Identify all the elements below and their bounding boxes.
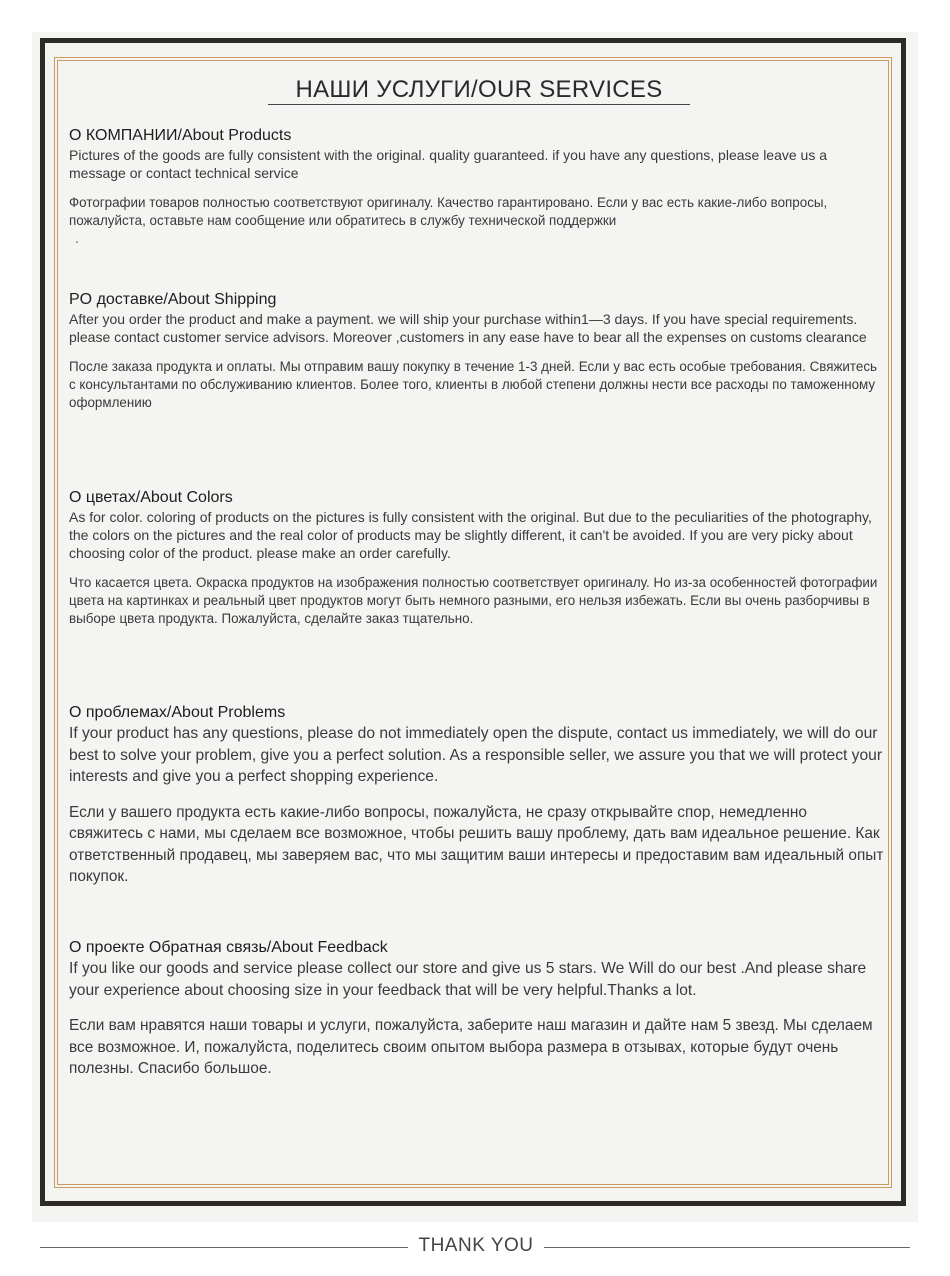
section-text-ru: Если вам нравятся наши товары и услуги, пожалуйста, заберите наш магазин и дайте нам 5 звезд. Мы сделаем все возможное. И, пожалуйста, поделитесь своим опытом выбора размера в отзывах, которые будут очень полезны. Спасибо большое. bbox=[69, 1017, 873, 1077]
section-text-ru: Фотографии товаров полностью соответствуют оригиналу. Качество гарантировано. Если у вас есть какие-либо вопросы, пожалуйста, оставьте нам сообщение или обратитесь в службу технической поддержки bbox=[69, 195, 828, 228]
section-text-en: If you like our goods and service please collect our store and give us 5 stars. We Will do our best .And please share your experience about choosing size in your feedback that will be very helpful.Thanks a lot. bbox=[69, 960, 867, 999]
section-about-shipping bbox=[69, 290, 885, 412]
section-heading: О проблемах/About Problems bbox=[69, 704, 286, 721]
thank-you-text: THANK YOU bbox=[418, 1235, 534, 1256]
footer-divider-right bbox=[544, 1247, 910, 1248]
section-heading: О цветах/About Colors bbox=[69, 489, 233, 506]
section-text-ru: После заказа продукта и оплаты. Мы отправим вашу покупку в течение 1-3 дней. Если у вас есть особые требования. Свяжитесь с консультантами по обслуживанию клиентов. Более того, клиенты в любой степени должны нести все расходы по таможенному оформлению bbox=[69, 359, 878, 410]
title-underline bbox=[268, 104, 690, 105]
section-text-en: After you order the product and make a payment. we will ship your purchase within1—3 days. If you have special requirements. please contact customer service advisors. Moreover ,customers in any ease have to bear all the expenses on customs clearance bbox=[69, 311, 867, 345]
section-about-products bbox=[69, 126, 885, 246]
section-heading: О проекте Обратная связь/About Feedback bbox=[69, 939, 388, 956]
section-about-feedback bbox=[69, 938, 885, 1080]
section-heading: PO доставке/About Shipping bbox=[69, 291, 277, 308]
footer-divider-left bbox=[40, 1247, 408, 1248]
page-title: НАШИ УСЛУГИ/OUR SERVICES bbox=[295, 76, 663, 103]
section-heading: О КОМПАНИИ/About Products bbox=[69, 127, 292, 144]
section-text-en: If your product has any questions, please do not immediately open the dispute, contact us immediately, we will do our best to solve your problem, give you a perfect solution. As a responsible seller, we assure you that we will protect your interests and give you a perfect shopping experience. bbox=[69, 725, 883, 785]
section-about-problems bbox=[69, 703, 885, 888]
stray-dot: . bbox=[75, 230, 79, 246]
section-about-colors bbox=[69, 488, 885, 628]
section-text-ru: Если у вашего продукта есть какие-либо вопросы, пожалуйста, не сразу открывайте спор, немедленно свяжитесь с нами, мы сделаем все возможное, чтобы решить вашу проблему, дать вам идеальное решение. Как ответственный продавец, мы заверяем вас, что мы защитим ваши интересы и предоставим вам идеальный опыт покупок. bbox=[69, 803, 884, 885]
section-text-ru: Что касается цвета. Окраска продуктов на изображения полностью соответствует оригиналу. Но из-за особенностей фотографии цвета на картинках и реальный цвет продуктов могут быть немного разными, его нельзя избежать. Если вы очень разборчивы в выборе цвета продукта. Пожалуйста, сделайте заказ тщательно. bbox=[69, 575, 878, 626]
section-text-en: Pictures of the goods are fully consistent with the original. quality guaranteed. if you have any questions, please leave us a message or contact technical service bbox=[69, 147, 828, 181]
section-text-en: As for color. coloring of products on the pictures is fully consistent with the original. But due to the peculiarities of the photography, the colors on the pictures and the real color of products may be slightly different, it can't be avoided. If you are very picky about choosing color of the product. please make an order carefully. bbox=[69, 509, 872, 561]
